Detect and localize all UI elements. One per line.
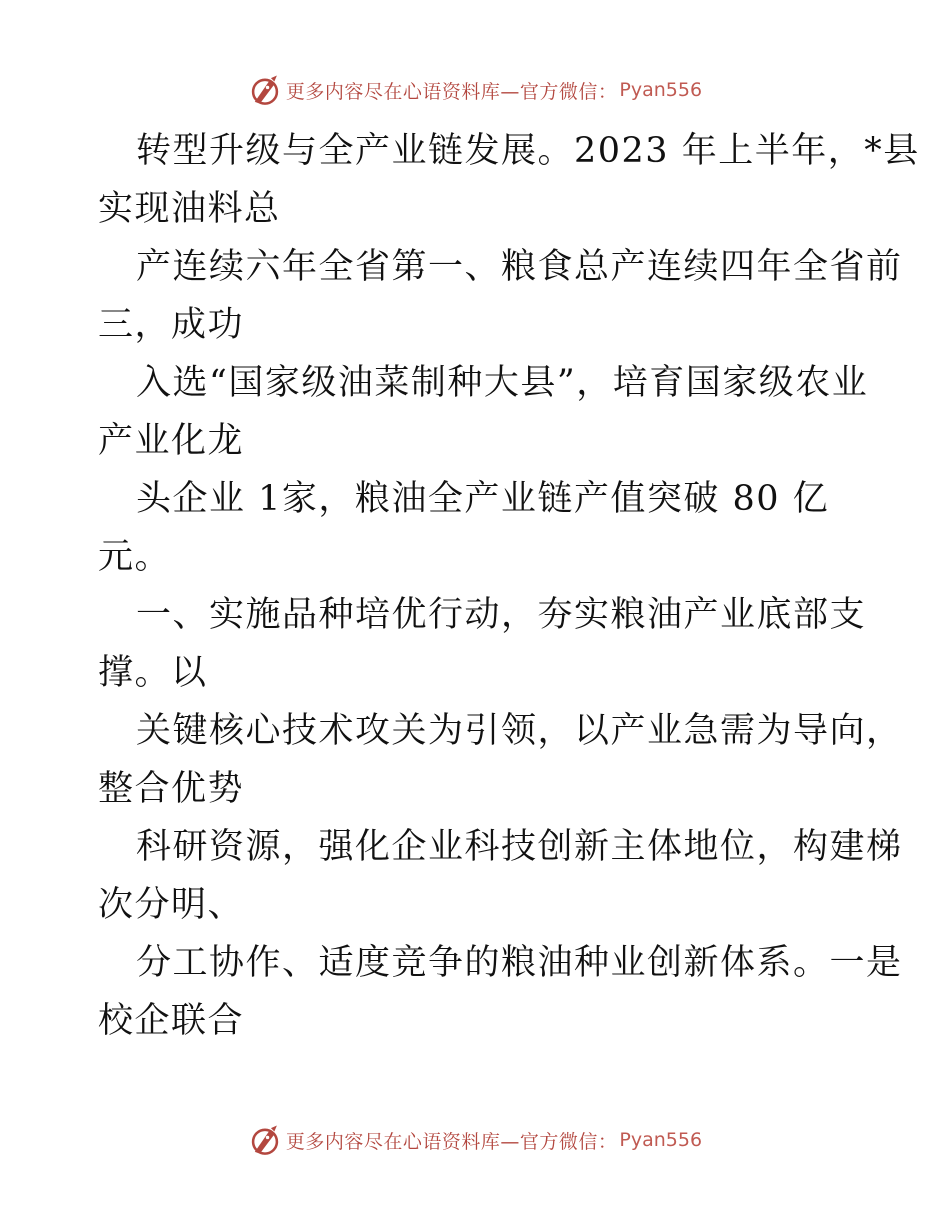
paragraph-line: 转型升级与全产业链发展。2023 年上半年，*县: [136, 131, 920, 171]
paragraph-line: 产连续六年全省第一、粮食总产连续四年全省前: [136, 247, 903, 287]
paragraph-line-continued: 次分明、: [98, 885, 245, 925]
paragraph: [98, 470, 858, 586]
paragraph-line: 关键核心技术攻关为引领，以产业急需为导向，: [136, 711, 903, 751]
paragraph-line-continued: 三，成功: [98, 305, 245, 345]
paragraph-line: 一、实施品种培优行动，夯实粮油产业底部支: [136, 595, 867, 635]
paragraph: [98, 818, 903, 934]
paragraph: [98, 238, 903, 354]
paragraph-line: 入选“国家级油菜制种大县”，培育国家级农业: [136, 363, 869, 403]
footer-banner: [0, 1120, 950, 1160]
paragraph-line-continued: 校企联合: [98, 1001, 245, 1041]
pen-nib-logo-icon: [248, 1123, 282, 1157]
paragraph-line: 分工协作、适度竞争的粮油种业创新体系。一是: [136, 943, 903, 983]
paragraph: [98, 122, 920, 238]
paragraph-line-continued: 产业化龙: [98, 421, 245, 461]
paragraph: [98, 586, 867, 702]
document-body: [98, 122, 920, 1050]
paragraph-line-continued: 整合优势: [98, 769, 245, 809]
paragraph-line-continued: 撑。以: [98, 653, 208, 693]
pen-nib-logo-icon: [248, 73, 282, 107]
wechat-id: Pyan556: [619, 79, 703, 101]
paragraph: [98, 702, 903, 818]
banner-text: 更多内容尽在心语资料库—官方微信：: [285, 80, 618, 103]
paragraph-line: 科研资源，强化企业科技创新主体地位，构建梯: [136, 827, 903, 867]
wechat-id: Pyan556: [619, 1129, 703, 1151]
paragraph-line-continued: 元。: [98, 537, 172, 577]
paragraph: [98, 354, 869, 470]
paragraph-line-continued: 实现油料总: [98, 189, 281, 229]
paragraph: [98, 934, 903, 1050]
header-banner: [0, 70, 950, 110]
paragraph-line: 头企业 1家，粮油全产业链产值突破 80 亿: [136, 479, 830, 519]
banner-text: 更多内容尽在心语资料库—官方微信：: [285, 1130, 618, 1153]
